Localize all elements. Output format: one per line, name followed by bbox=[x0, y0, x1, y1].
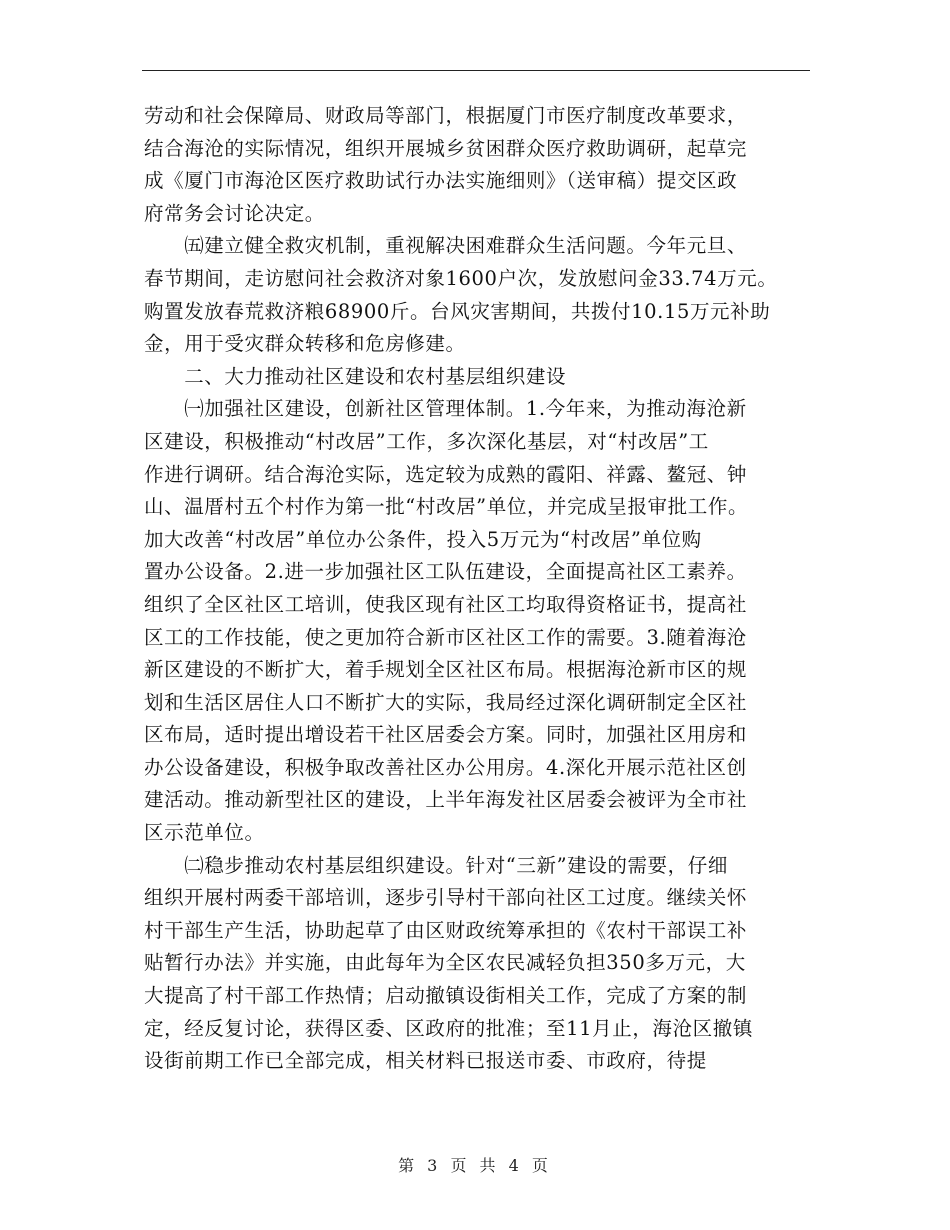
paragraph: ㈡稳步推动农村基层组织建设。针对“三新”建设的需要，仔细 组织开展村两委干部培训，逐步引导村干部向社区工过度。继续关怀 村干部生产生活，协助起草了由区财政统筹承担的《农村干部误工补 贴暂行办法》并实施，由此每年为全区农民减轻负担350多万元，大 大提高了村干部工作热情；启动撤镇设街相关工作，完成了方案的制 定，经反复讨论，获得区委、区政府的批准；至11月止，海沧区撤镇 设街前期工作已全部完成，相关材料已报送市委、市政府，待提 bbox=[144, 853, 753, 1073]
paragraph: ㈤建立健全救灾机制，重视解决困难群众生活问题。今年元旦、 春节期间，走访慰问社会救济对象1600户次，发放慰问金33.74万元。 购置发放春荒救济粮68900斤。台风灾害期间，共拨付10.15万元补助 金，用于受灾群众转移和危房修建。 bbox=[144, 234, 778, 356]
section-heading: 二、大力推动社区建设和农村基层组织建设 bbox=[144, 364, 567, 388]
document-body bbox=[144, 100, 814, 1078]
paragraph: ㈠加强社区建设，创新社区管理体制。1.今年来，为推动海沧新 区建设，积极推动“村改居”工作，多次深化基层，对“村改居”工 作进行调研。结合海沧实际，选定较为成熟的霞阳、祥露、鳌冠、钟 山、温厝村五个村作为第一批“村改居”单位，并完成呈报审批工作。 加大改善“村改居”单位办公条件，投入5万元为“村改居”单位购 置办公设备。2.进一步加强社区工队伍建设，全面提高社区工素养。 组织了全区社区工培训，使我区现有社区工均取得资格证书，提高社 区工的工作技能，使之更加符合新市区社区工作的需要。3.随着海沧 新区建设的不断扩大，着手规划全区社区布局。根据海沧新市区的规 划和生活区居住人口不断扩大的实际，我局经过深化调研制定全区社 区布局，适时提出增设若干社区居委会方案。同时，加强社区用房和 办公设备建设，积极争取改善社区办公用房。4.深化开展示范社区创 建活动。推动新型社区的建设，上半年海发社区居委会被评为全市社 区示范单位。 bbox=[144, 397, 749, 845]
page-number: 第 3 页 共 4 页 bbox=[398, 1156, 552, 1175]
header-rule bbox=[142, 70, 810, 71]
paragraph: 劳动和社会保障局、财政局等部门，根据厦门市医疗制度改革要求， 结合海沧的实际情况，组织开展城乡贫困群众医疗救助调研，起草完 成《厦门市海沧区医疗救助试行办法实施细则》（送审稿）提交区政 府常务会讨论决定。 bbox=[144, 104, 748, 225]
